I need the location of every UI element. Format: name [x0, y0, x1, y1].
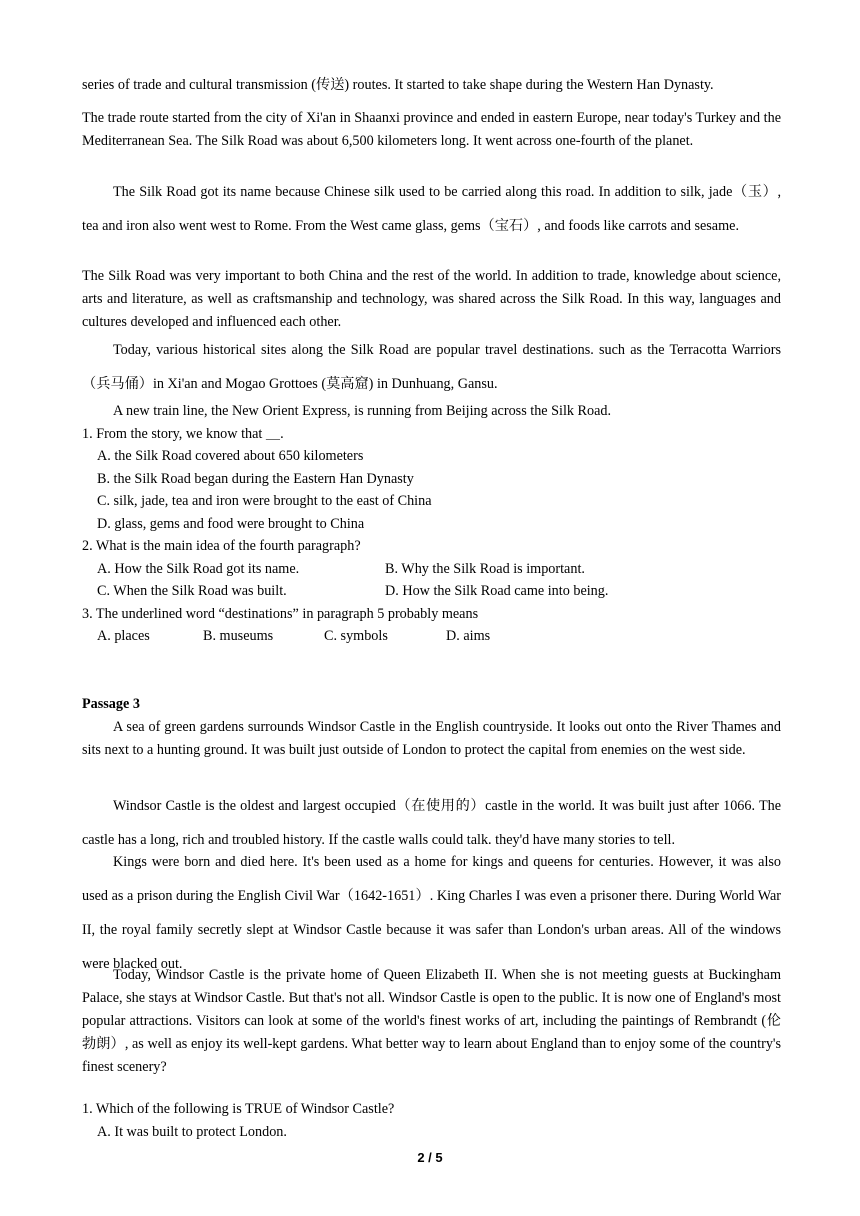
- passage2-paragraph-2-text: The Silk Road got its name because Chinese silk used to be carried along this road. In addition to silk, jade（玉）, tea and iron also went west to Rome. From the West came glass, gems（宝石）, and foods like carrots and sesame.: [82, 184, 781, 234]
- passage2-paragraph-1a: series of trade and cultural transmission (传送) routes. It started to take shape during the Western Han Dynasty.: [82, 77, 714, 93]
- question-3-stem: 3. The underlined word “destinations” in paragraph 5 probably means: [82, 606, 479, 622]
- passage3-paragraph-3-text: Kings were born and died here. It's been used as a home for kings and queens for centuries. However, it was also used as a prison during the English Civil War（1642-1651）. King Charles I was even a prisoner there. During World War II, the royal family secretly slept at Windsor Castle because it was safer than London's urban areas. All of the windows were blacked out.: [82, 854, 781, 972]
- question-1-option-a: A. the Silk Road covered about 650 kilometers: [97, 448, 364, 464]
- question-1-option-c: C. silk, jade, tea and iron were brought to the east of China: [97, 493, 432, 509]
- passage2-paragraph-5-text: A new train line, the New Orient Express, is running from Beijing across the Silk Road.: [113, 403, 612, 419]
- passage3-question-1-stem: 1. Which of the following is TRUE of Windsor Castle?: [82, 1101, 395, 1117]
- passage2-paragraph-3: The Silk Road was very important to both China and the rest of the world. In addition to trade, knowledge about science, arts and literature, as well as craftsmanship and technology, was shared across the Silk Road. In this way, languages and cultures developed and influenced each other.: [82, 268, 781, 330]
- passage3-paragraph-1-text: A sea of green gardens surrounds Windsor Castle in the English countryside. It looks out onto the River Thames and sits next to a hunting ground. It was built just outside of London to protect the capital from enemies on the west side.: [82, 719, 781, 758]
- passage2-paragraph-4: [82, 333, 781, 401]
- question-1-option-d: D. glass, gems and food were brought to China: [97, 516, 365, 532]
- question-2-option-d: D. How the Silk Road came into being.: [385, 583, 609, 599]
- passage2-paragraph-2: [82, 175, 781, 243]
- question-1-stem: 1. From the story, we know that ＿.: [82, 426, 284, 442]
- passage2-paragraph-5: [82, 401, 611, 421]
- passage3-heading: Passage 3: [82, 696, 140, 712]
- question-2-option-b: B. Why the Silk Road is important.: [385, 561, 585, 577]
- passage3-paragraph-1: [82, 716, 781, 762]
- question-1-option-b: B. the Silk Road began during the Eastern Han Dynasty: [97, 471, 414, 487]
- question-3-option-b: B. museums: [203, 628, 274, 644]
- passage3-paragraph-2-text: Windsor Castle is the oldest and largest occupied（在使用的）castle in the world. It was built just after 1066. The castle has a long, rich and troubled history. If the castle walls could talk. they'd have many stories to tell.: [82, 798, 781, 848]
- passage3-paragraph-3: [82, 845, 781, 981]
- question-2-option-a: A. How the Silk Road got its name.: [97, 561, 300, 577]
- passage2-paragraph-4-text: Today, various historical sites along the Silk Road are popular travel destinations. such as the Terracotta Warriors（兵马俑）in Xi'an and Mogao Grottoes (莫高窟) in Dunhuang, Gansu.: [82, 342, 781, 392]
- question-3-option-d: D. aims: [446, 628, 491, 644]
- passage3-question-1-option-a: A. It was built to protect London.: [97, 1124, 287, 1140]
- passage2-paragraph-1b: The trade route started from the city of Xi'an in Shaanxi province and ended in eastern Europe, near today's Turkey and the Mediterranean Sea. The Silk Road was about 6,500 kilometers long. It went across one-fourth of the planet.: [82, 110, 781, 149]
- page-number: 2 / 5: [417, 1150, 443, 1165]
- passage3-paragraph-4-text: Today, Windsor Castle is the private home of Queen Elizabeth II. When she is not meeting guests at Buckingham Palace, she stays at Windsor Castle. But that's not all. Windsor Castle is open to the public. It is now one of England's most popular attractions. Visitors can look at some of the world's finest works of art, including the paintings of Rembrandt (伦勃朗）, as well as enjoy its well-kept gardens. What better way to learn about England than to enjoy some of the country's finest scenery?: [82, 967, 781, 1075]
- question-3-option-c: C. symbols: [324, 628, 388, 644]
- question-2-stem: 2. What is the main idea of the fourth paragraph?: [82, 538, 361, 554]
- question-2-option-c: C. When the Silk Road was built.: [97, 583, 287, 599]
- passage3-paragraph-4: [82, 964, 781, 1079]
- question-3-option-a: A. places: [97, 628, 150, 644]
